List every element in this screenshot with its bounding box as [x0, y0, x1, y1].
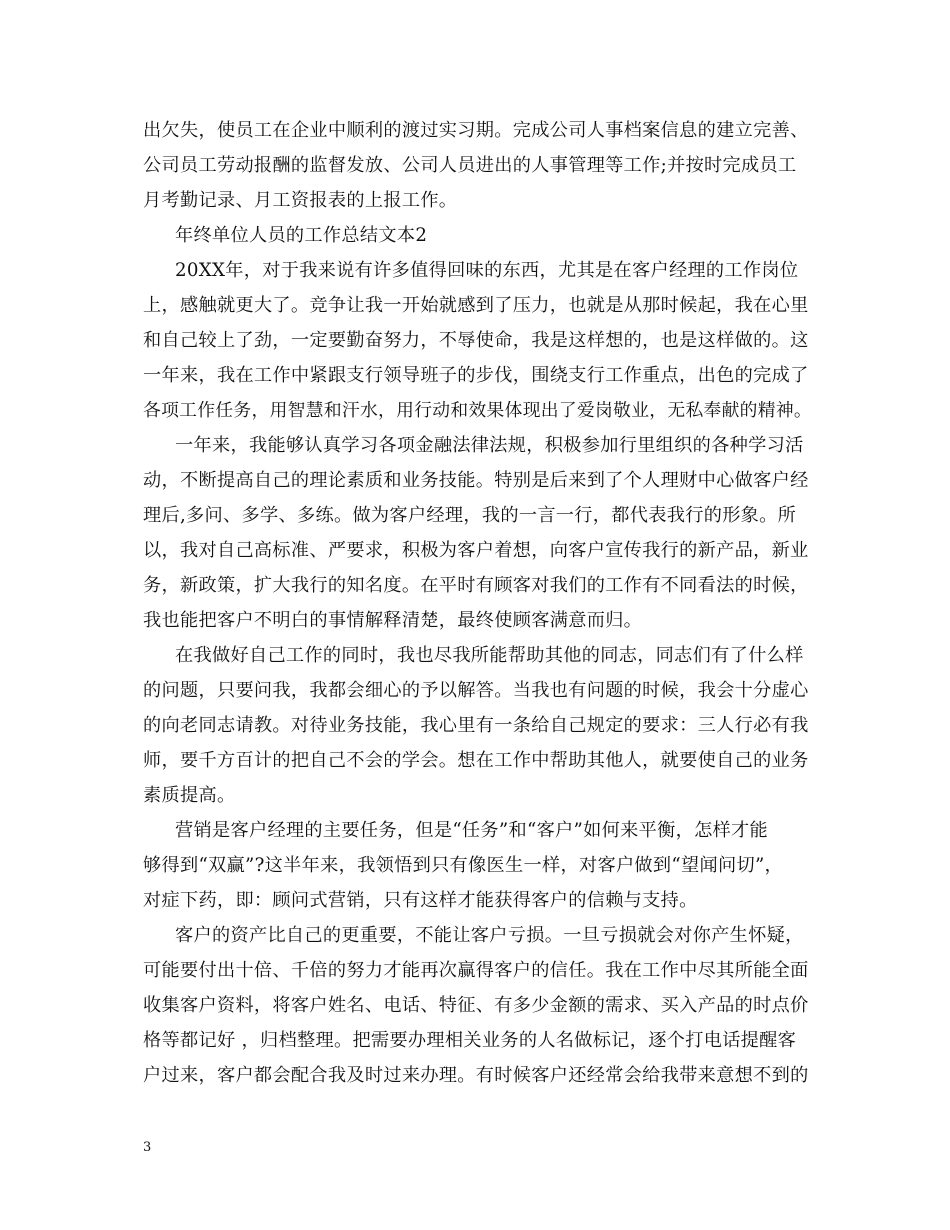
text-line: 户过来，客户都会配合我及时过来办理。有时候客户还经常会给我带来意想不到的	[143, 1065, 809, 1086]
text-line: 公司员工劳动报酬的监督发放、公司人员进出的人事管理等工作;并按时完成员工	[143, 155, 797, 176]
text-line: 素质提高。	[143, 785, 236, 806]
text-line: 和自己较上了劲，一定要勤奋努力，不辱使命，我是这样想的，也是这样做的。这	[143, 330, 809, 351]
text-line: 在我做好自己工作的同时，我也尽我所能帮助其他的同志，同志们有了什么样	[175, 645, 804, 666]
text-line: 够得到“双赢”?这半年来，我领悟到只有像医生一样，对客户做到“望闻问切”，	[143, 855, 784, 876]
text-line: 一年来，我在工作中紧跟支行领导班子的步伐，围绕支行工作重点，出色的完成了	[143, 365, 809, 386]
text-line: 可能要付出十倍、千倍的努力才能再次赢得客户的信任。我在工作中尽其所能全面	[143, 960, 809, 981]
text-line: 务，新政策，扩大我行的知名度。在平时有顾客对我们的工作有不同看法的时候，	[143, 575, 809, 596]
text-line: 年终单位人员的工作总结文本2	[175, 225, 428, 246]
text-line: 出欠失，使员工在企业中顺利的渡过实习期。完成公司人事档案信息的建立完善、	[143, 120, 809, 141]
text-line: 月考勤记录、月工资报表的上报工作。	[143, 190, 458, 211]
text-line: 师，要千方百计的把自己不会的学会。想在工作中帮助其他人，就要使自己的业务	[143, 750, 809, 771]
text-line: 各项工作任务，用智慧和汗水，用行动和效果体现出了爱岗敬业，无私奉献的精神。	[143, 400, 813, 421]
text-line: 的问题，只要问我，我都会细心的予以解答。当我也有问题的时候，我会十分虚心	[143, 680, 809, 701]
text-line: 动，不断提高自己的理论素质和业务技能。特别是后来到了个人理财中心做客户经	[143, 470, 809, 491]
page-number: 3	[143, 1140, 152, 1155]
text-line: 客户的资产比自己的更重要，不能让客户亏损。一旦亏损就会对你产生怀疑，	[175, 925, 804, 946]
text-line: 一年来，我能够认真学习各项金融法律法规，积极参加行里组织的各种学习活	[175, 435, 804, 456]
text-line: 收集客户资料，将客户姓名、电话、特征、有多少金额的需求、买入产品的时点价	[143, 995, 809, 1016]
document-body	[143, 113, 813, 1093]
text-line: 以，我对自己高标准、严要求，积极为客户着想，向客户宣传我行的新产品，新业	[143, 540, 809, 561]
text-line: 理后,多问、多学、多练。做为客户经理，我的一言一行，都代表我行的形象。所	[143, 505, 797, 526]
text-line: 的向老同志请教。对待业务技能，我心里有一条给自己规定的要求：三人行必有我	[143, 715, 809, 736]
text-line: 上，感触就更大了。竞争让我一开始就感到了压力，也就是从那时候起，我在心里	[143, 295, 809, 316]
text-line: 营销是客户经理的主要任务，但是“任务”和“客户”如何来平衡，怎样才能	[175, 820, 769, 841]
text-line: 对症下药，即：顾问式营销，只有这样才能获得客户的信赖与支持。	[143, 890, 698, 911]
text-line: 格等都记好 ，归档整理。把需要办理相关业务的人名做标记，逐个打电话提醒客	[143, 1030, 797, 1051]
text-line: 20XX年，对于我来说有许多值得回味的东西，尤其是在客户经理的工作岗位	[175, 260, 799, 281]
text-line: 我也能把客户不明白的事情解释清楚，最终使顾客满意而归。	[143, 610, 643, 631]
